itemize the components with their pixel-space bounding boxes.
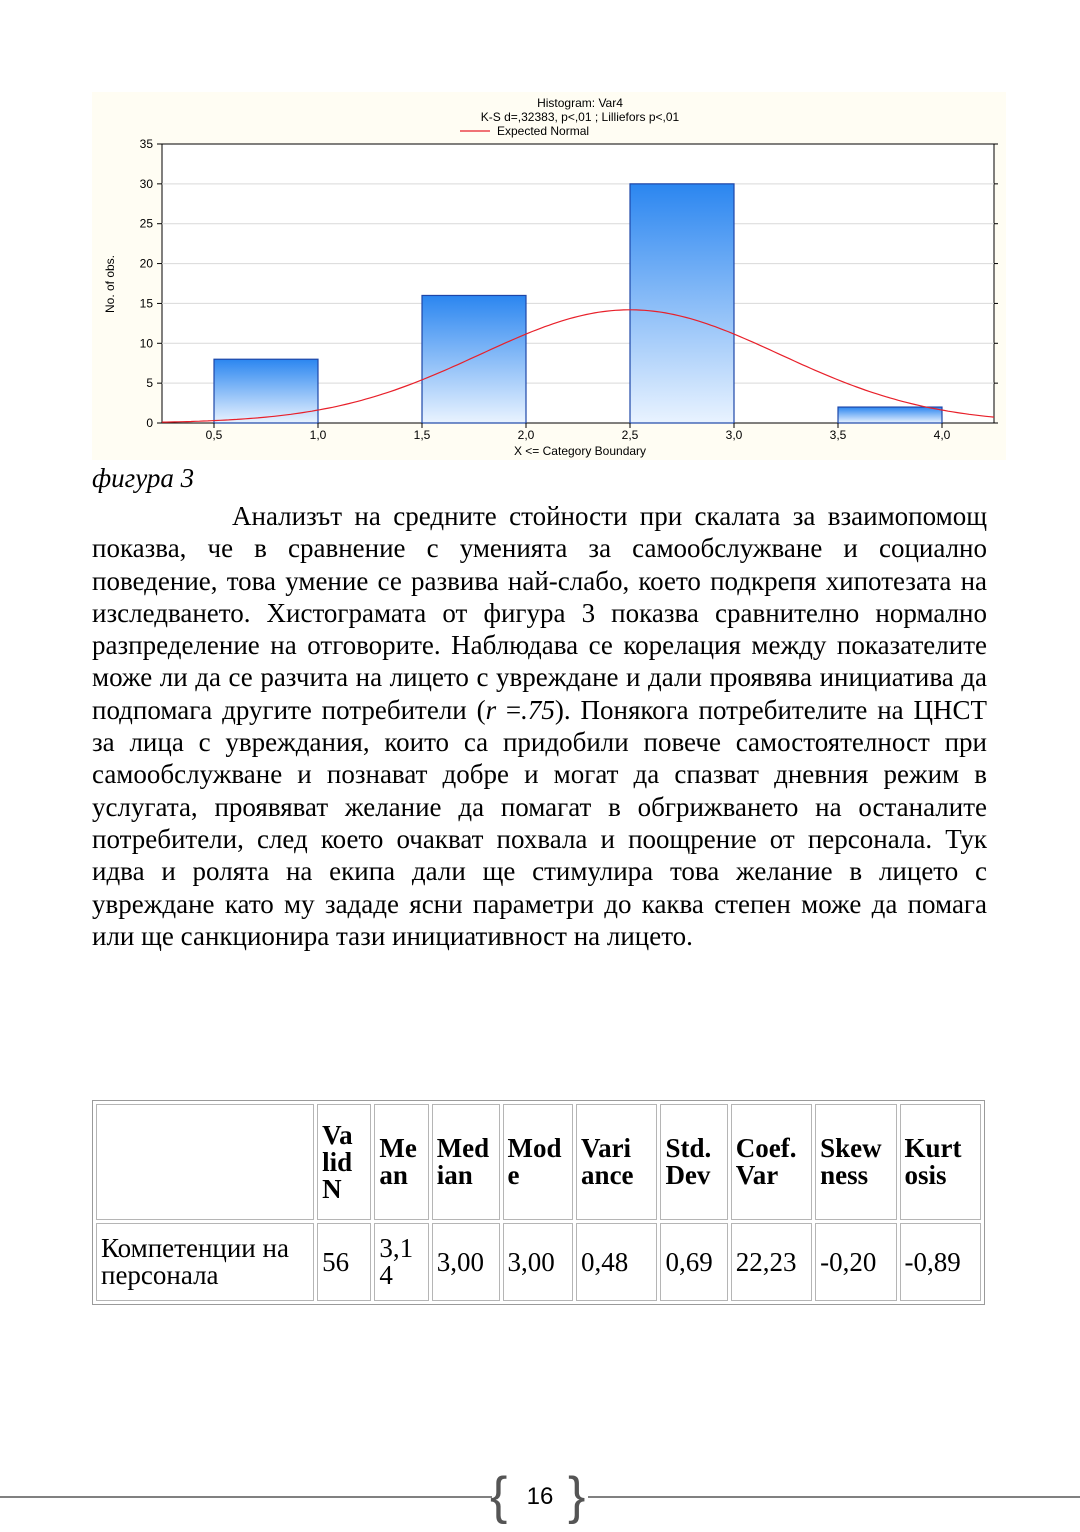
correlation-symbol: r (485, 694, 497, 725)
table-header-row (96, 1104, 981, 1220)
y-tick-label: 20 (139, 256, 153, 271)
cell-skewness: -0,20 (815, 1223, 896, 1301)
cell-mode: 3,00 (503, 1223, 574, 1301)
chart-subtitle: K-S d=,32383, p<,01 ; Lilliefors p<,01 (480, 110, 680, 124)
paragraph-text-part2: ). Понякога потребителите на ЦНСТ за лица с увреждания, които са придобили повече самостоятелност при самообслужване и познават добре и могат да спазват дневния режим в услугата, проявяват желание да помагат в обгрижването на останалите потребители, след което очакват похвала и поощрение от персонала. Тук идва и ролята на екипа дали ще стимулира това желание в лицето с увреждане като му зададе ясни параметри до каква степен може да помага или ще санкционира тази инициативност на лицето. (92, 694, 987, 951)
statistics-table (92, 1100, 985, 1305)
histogram-bar (630, 184, 734, 423)
histogram-bar (422, 295, 526, 423)
histogram-bar (838, 407, 942, 423)
footer-right-brace: } (568, 1467, 586, 1525)
y-tick-label: 35 (139, 137, 153, 151)
y-tick-label: 25 (139, 216, 153, 231)
plot-area (140, 137, 998, 442)
cell-variance: 0,48 (576, 1223, 657, 1301)
cell-std-dev: 0,69 (660, 1223, 727, 1301)
x-axis-label: X <= Category Boundary (513, 444, 647, 458)
figure-caption: фигура 3 (92, 463, 195, 493)
x-tick-label: 3,0 (725, 428, 743, 442)
y-axis-label: No. of obs. (103, 254, 117, 314)
row-label: Компетенции на персонала (96, 1223, 314, 1301)
y-tick-label: 5 (146, 376, 153, 391)
header-valid-n: Va lid N (317, 1104, 371, 1220)
x-tick-label: 4,0 (933, 428, 951, 442)
y-tick-label: 10 (139, 336, 153, 351)
cell-mean: 3,1 4 (374, 1223, 428, 1301)
page-number: 16 (526, 1483, 554, 1510)
chart-title: Histogram: Var4 (537, 96, 623, 110)
chart-legend-label: Expected Normal (497, 124, 590, 138)
header-coef-var: Coef. Var (731, 1104, 812, 1220)
y-tick-label: 30 (139, 176, 153, 191)
cell-valid-n: 56 (317, 1223, 371, 1301)
header-empty (96, 1104, 314, 1220)
correlation-value: .75 (521, 694, 555, 725)
x-tick-label: 2,0 (517, 428, 535, 442)
x-tick-label: 1,0 (309, 428, 327, 442)
histogram-svg (92, 92, 1006, 460)
y-tick-label: 15 (139, 296, 153, 311)
header-variance: Vari ance (576, 1104, 657, 1220)
body-paragraph (92, 500, 987, 952)
x-tick-label: 2,5 (621, 428, 639, 442)
header-skewness: Skew ness (815, 1104, 896, 1220)
cell-kurtosis: -0,89 (900, 1223, 982, 1301)
header-mode: Mod e (503, 1104, 574, 1220)
header-kurtosis: Kurt osis (900, 1104, 982, 1220)
histogram-bar (214, 359, 318, 423)
x-tick-label: 3,5 (829, 428, 847, 442)
x-tick-label: 0,5 (205, 428, 223, 442)
footer-line-right (588, 1496, 1080, 1498)
histogram-chart (92, 92, 1006, 460)
footer-left-brace: { (490, 1467, 508, 1525)
header-mean: Me an (374, 1104, 428, 1220)
paragraph-text-part1: Анализът на средните стойности при скалата за взаимопомощ показва, че в сравнение с уменията за самообслужване и социално поведение, това умение се развива най-слабо, което подкрепя хипотезата на изследването. Хистограмата от фигура 3 показва сравнително нормално разпределение на отговорите. Наблюдава се корелация между показателите може ли да се разчита на лицето с увреждане и дали проявява инициатива да подпомага другите потребители ( (92, 501, 987, 725)
footer-line-left (0, 1496, 492, 1498)
y-tick-label: 0 (146, 416, 153, 430)
cell-median: 3,00 (432, 1223, 500, 1301)
x-tick-label: 1,5 (413, 428, 431, 442)
table-row (96, 1223, 981, 1301)
header-std-dev: Std. Dev (660, 1104, 727, 1220)
cell-coef-var: 22,23 (731, 1223, 812, 1301)
header-median: Med ian (432, 1104, 500, 1220)
correlation-equals: = (496, 694, 522, 725)
